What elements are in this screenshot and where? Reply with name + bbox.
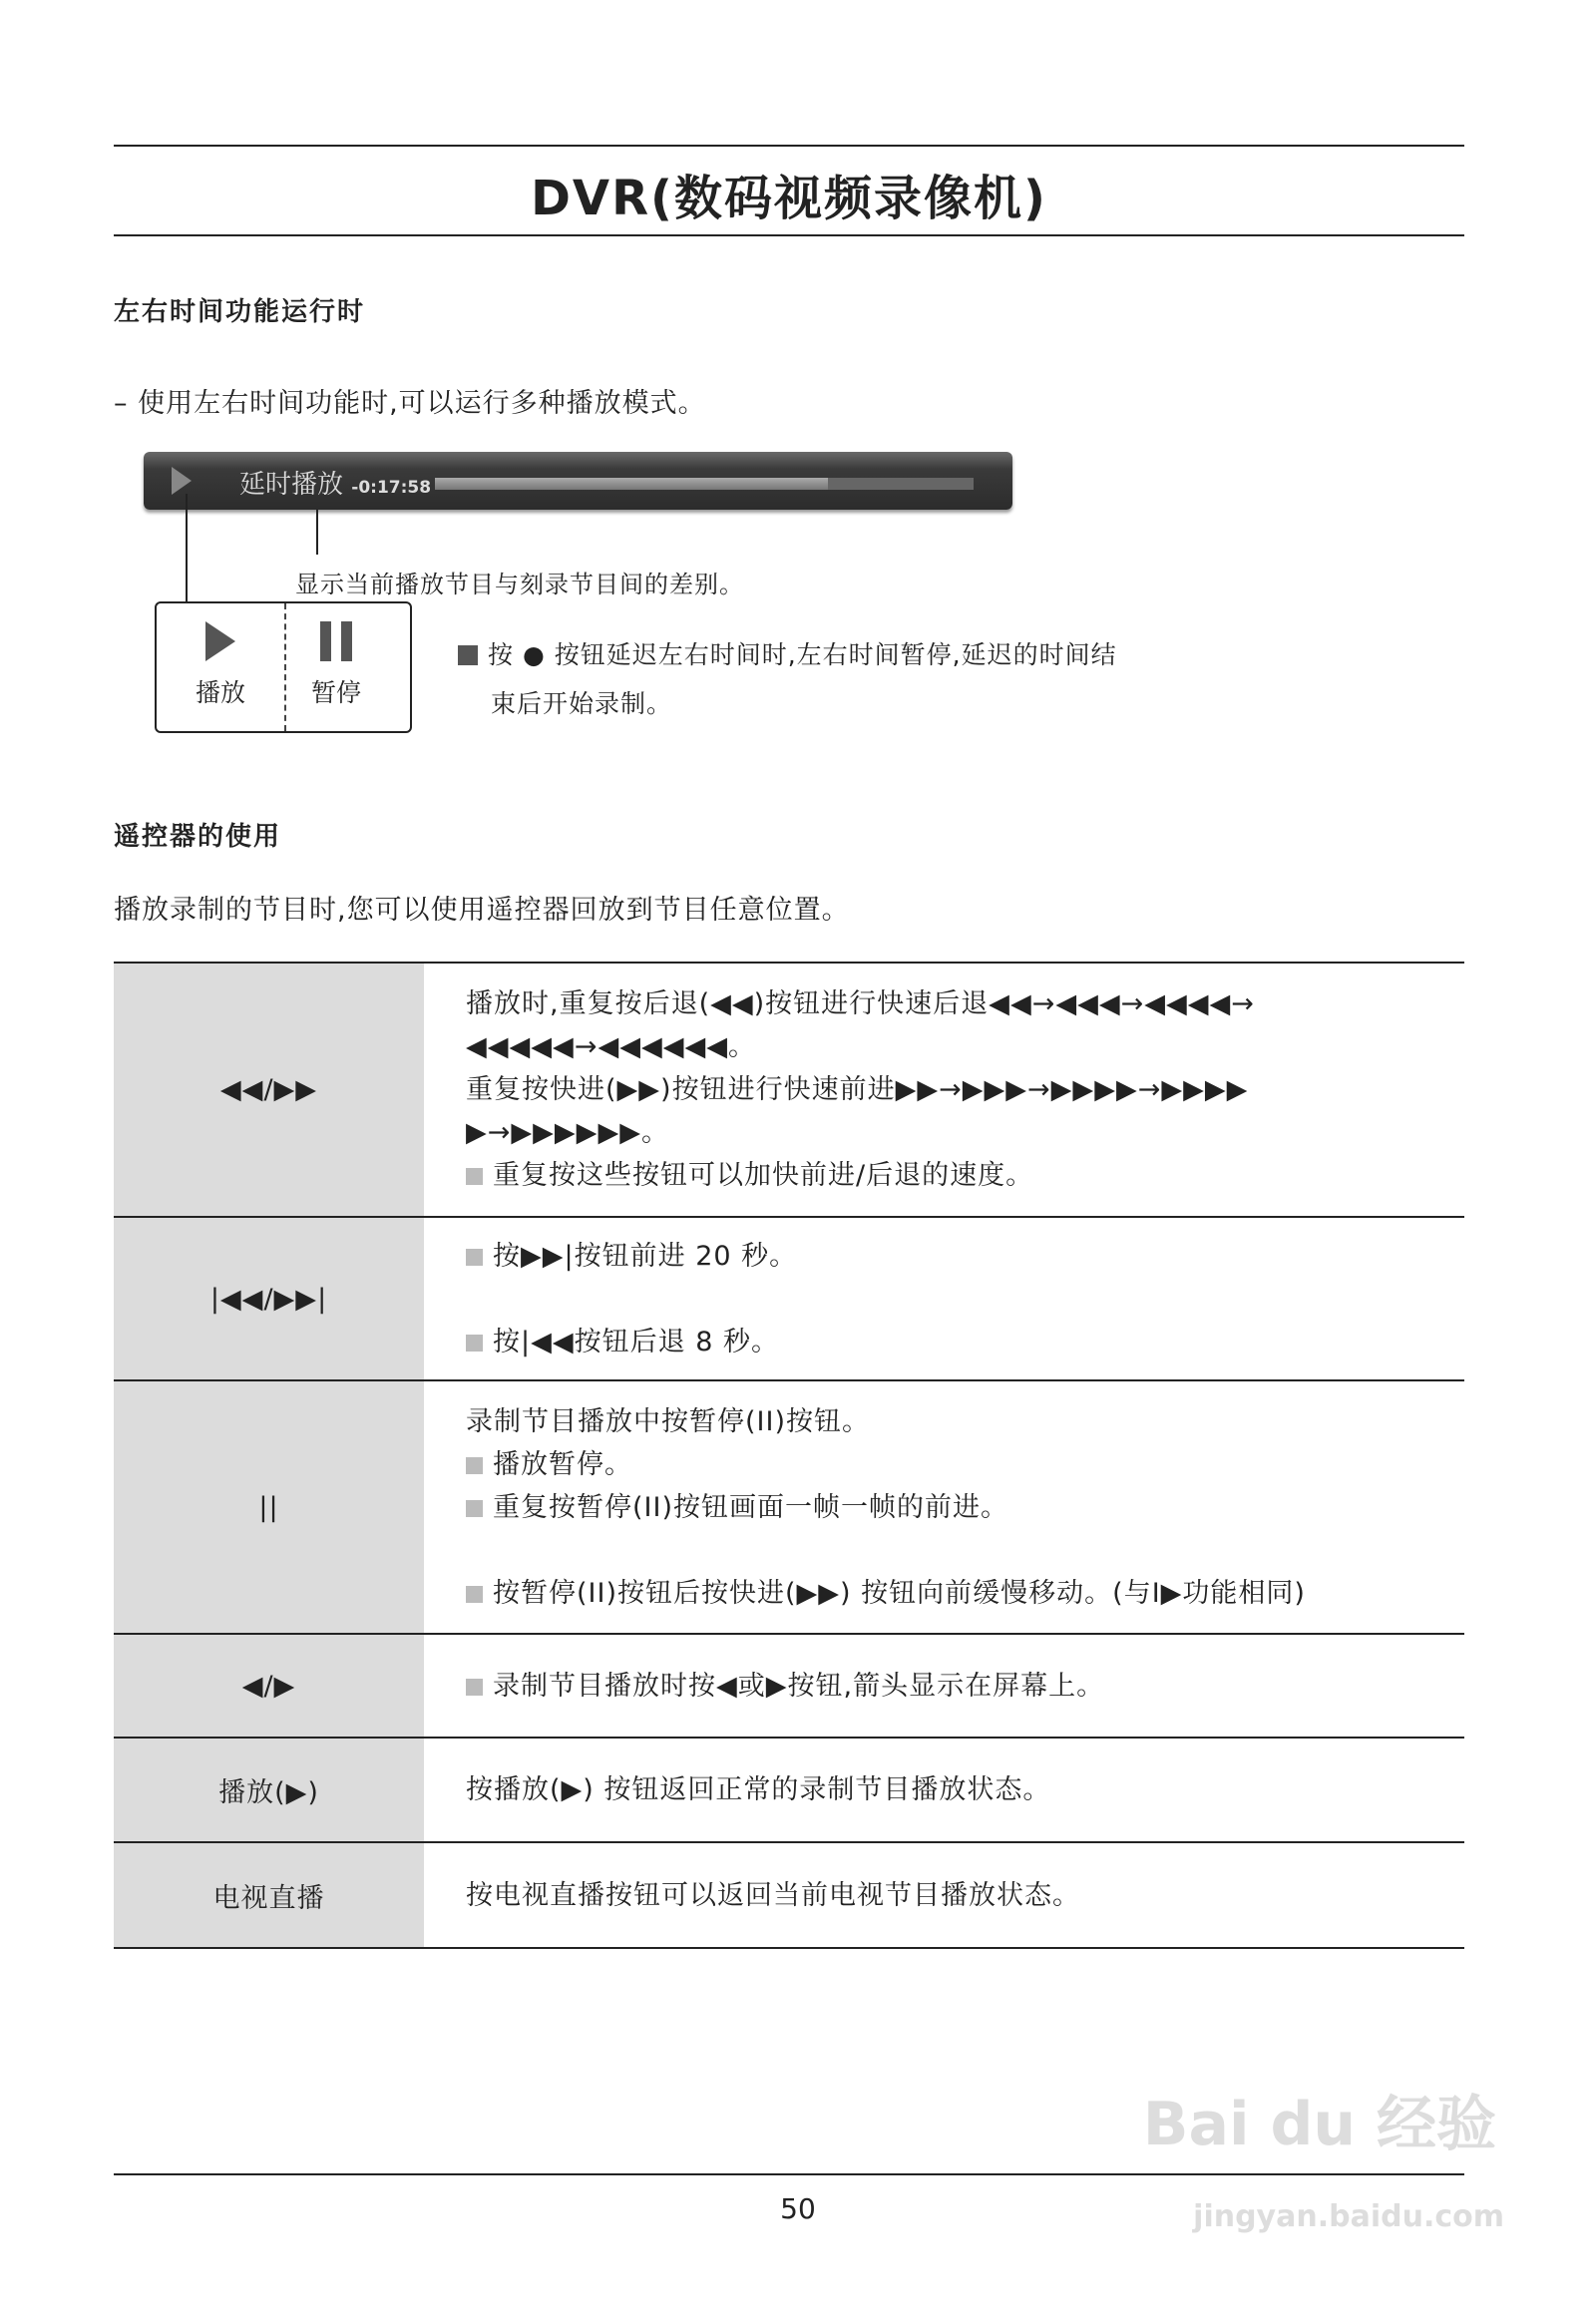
top-rule bbox=[114, 145, 1464, 147]
bullet-text: 播放暂停。 bbox=[493, 1448, 632, 1480]
desc-bullet bbox=[466, 1235, 1464, 1278]
key-cell: 播放(▶) bbox=[114, 1738, 424, 1842]
bullet-text: 录制节目播放时按◀或▶按钮,箭头显示在屏幕上。 bbox=[493, 1670, 1105, 1702]
section-intro: – 使用左右时间功能时,可以运行多种播放模式。 bbox=[114, 388, 706, 419]
key-cell: ◀/▶ bbox=[114, 1634, 424, 1738]
watermark-logo: Bai du 经验 bbox=[1142, 2090, 1496, 2159]
desc-line: ▶→▶▶▶▶▶▶。 bbox=[466, 1117, 669, 1148]
desc-bullet bbox=[466, 1665, 1464, 1708]
table-row bbox=[114, 1738, 1464, 1842]
desc-cell bbox=[424, 1634, 1464, 1738]
bullet-text: 重复按这些按钮可以加快前进/后退的速度。 bbox=[493, 1160, 1034, 1191]
footer-rule bbox=[114, 2173, 1464, 2175]
callout-line bbox=[186, 494, 188, 603]
note-line bbox=[458, 635, 1117, 671]
timeshift-bar bbox=[144, 452, 1012, 510]
desc-cell: 按播放(▶) 按钮返回正常的录制节目播放状态。 bbox=[424, 1738, 1464, 1842]
desc-bullet bbox=[466, 1321, 1464, 1363]
page-number: 50 bbox=[780, 2192, 816, 2225]
watermark-url: jingyan.baidu.com bbox=[1193, 2199, 1504, 2234]
desc-line: ◀◀◀◀◀→◀◀◀◀◀◀。 bbox=[466, 1031, 757, 1062]
page-title: DVR(数码视频录像机) bbox=[531, 171, 1047, 226]
timeshift-time: -0:17:58 bbox=[351, 478, 432, 498]
table-row bbox=[114, 963, 1464, 1217]
desc-cell bbox=[424, 1217, 1464, 1380]
desc-line: 录制节目播放中按暂停(II)按钮。 bbox=[466, 1405, 870, 1437]
table-row bbox=[114, 1842, 1464, 1948]
desc-line: 重复按快进(▶▶)按钮进行快速前进▶▶→▶▶▶→▶▶▶▶→▶▶▶▶ bbox=[466, 1074, 1249, 1105]
bar-caption: 显示当前播放节目与刻录节目间的差别。 bbox=[295, 571, 744, 598]
section-intro: 播放录制的节目时,您可以使用遥控器回放到节目任意位置。 bbox=[114, 895, 850, 926]
bullet-text: 按暂停(II)按钮后按快进(▶▶) 按钮向前缓慢移动。(与I▶功能相同) bbox=[493, 1577, 1306, 1609]
play-control bbox=[157, 621, 284, 709]
key-cell: ◀◀/▶▶ bbox=[114, 963, 424, 1217]
section-heading-remote: 遥控器的使用 bbox=[114, 822, 282, 852]
table-row bbox=[114, 1217, 1464, 1380]
note-text: 按 ● 按钮延迟左右时间时,左右时间暂停,延迟的时间结 bbox=[488, 640, 1117, 669]
section-heading-time-shift: 左右时间功能运行时 bbox=[114, 297, 366, 327]
desc-cell bbox=[424, 1380, 1464, 1634]
timeshift-label bbox=[239, 464, 431, 501]
key-cell: |◀◀/▶▶| bbox=[114, 1217, 424, 1380]
play-icon bbox=[205, 621, 235, 661]
desc-bullet bbox=[466, 1486, 1464, 1529]
desc-bullet bbox=[466, 1443, 1464, 1486]
progress-fill bbox=[435, 478, 828, 490]
pause-label: 暂停 bbox=[310, 678, 361, 707]
bullet-text: 重复按暂停(II)按钮画面一帧一帧的前进。 bbox=[493, 1491, 1008, 1523]
remote-functions-table bbox=[114, 962, 1464, 1949]
callout-line bbox=[316, 510, 318, 555]
table-row bbox=[114, 1380, 1464, 1634]
progress-track bbox=[435, 478, 974, 490]
pause-control bbox=[272, 621, 400, 709]
desc-bullet bbox=[466, 1154, 1464, 1197]
play-icon bbox=[172, 467, 192, 495]
key-cell: || bbox=[114, 1380, 424, 1634]
bullet-icon bbox=[458, 645, 478, 665]
title-rule bbox=[114, 234, 1464, 236]
bullet-text: 按|◀◀按钮后退 8 秒。 bbox=[493, 1326, 779, 1357]
desc-cell: 按电视直播按钮可以返回当前电视节目播放状态。 bbox=[424, 1842, 1464, 1948]
timeshift-mode: 延时播放 bbox=[239, 470, 344, 500]
desc-cell bbox=[424, 963, 1464, 1217]
note-line: 束后开始录制。 bbox=[491, 689, 673, 718]
desc-bullet bbox=[466, 1572, 1464, 1615]
bullet-text: 按▶▶|按钮前进 20 秒。 bbox=[493, 1240, 798, 1272]
desc-line: 播放时,重复按后退(◀◀)按钮进行快速后退◀◀→◀◀◀→◀◀◀◀→ bbox=[466, 988, 1255, 1019]
key-cell: 电视直播 bbox=[114, 1842, 424, 1948]
control-legend bbox=[155, 601, 412, 733]
table-row bbox=[114, 1634, 1464, 1738]
pause-icon bbox=[320, 621, 352, 661]
play-label: 播放 bbox=[195, 678, 245, 707]
